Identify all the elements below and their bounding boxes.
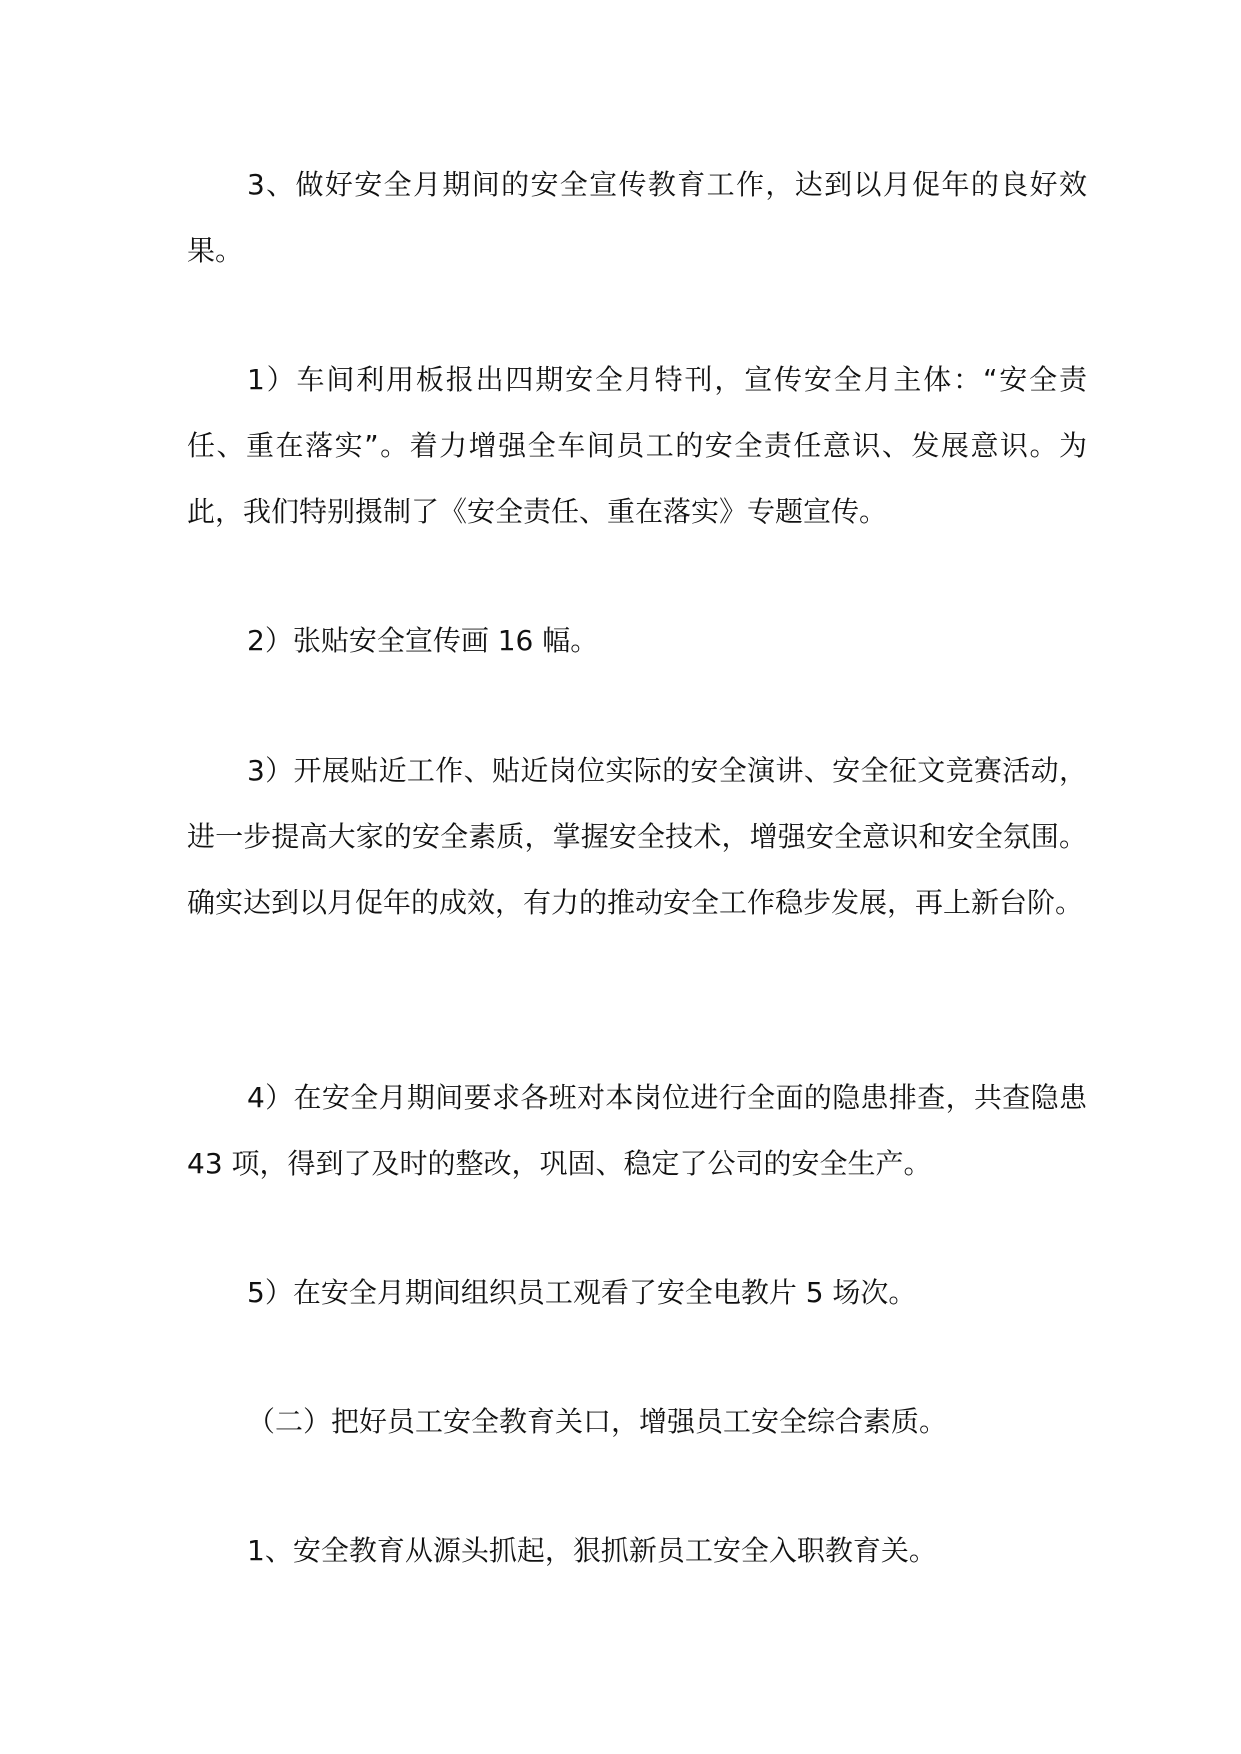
paragraph-posters: 2）张贴安全宣传画 16 幅。 — [247, 624, 599, 657]
paragraph-safety-films: 5）在安全月期间组织员工观看了安全电教片 5 场次。 — [247, 1276, 917, 1309]
paragraph-new-employee-education: 1、安全教育从源头抓起，狠抓新员工安全入职教育关。 — [247, 1534, 937, 1567]
section-heading-safety-education: （二）把好员工安全教育关口，增强员工安全综合素质。 — [247, 1405, 948, 1438]
paragraph-speech-contest: 3）开展贴近工作、贴近岗位实际的安全演讲、安全征文竞赛活动，进一步提高大家的安全素质，掌握安全技术，增强安全意识和安全氛围。确实达到以月促年的成效，有力的推动安全工作稳步发展，再上新台阶。 — [187, 754, 1087, 919]
paragraph-safety-publicity: 3、做好安全月期间的安全宣传教育工作，达到以月促年的良好效果。 — [187, 168, 1087, 267]
paragraph-blackboard-special: 1）车间利用板报出四期安全月特刊，宣传安全月主体：“安全责任、重在落实”。着力增强全车间员工的安全责任意识、发展意识。为此，我们特别摄制了《安全责任、重在落实》专题宣传。 — [187, 363, 1087, 528]
paragraph-hazard-inspection: 4）在安全月期间要求各班对本岗位进行全面的隐患排查，共查隐患 43 项，得到了及时的整改，巩固、稳定了公司的安全生产。 — [187, 1081, 1087, 1180]
